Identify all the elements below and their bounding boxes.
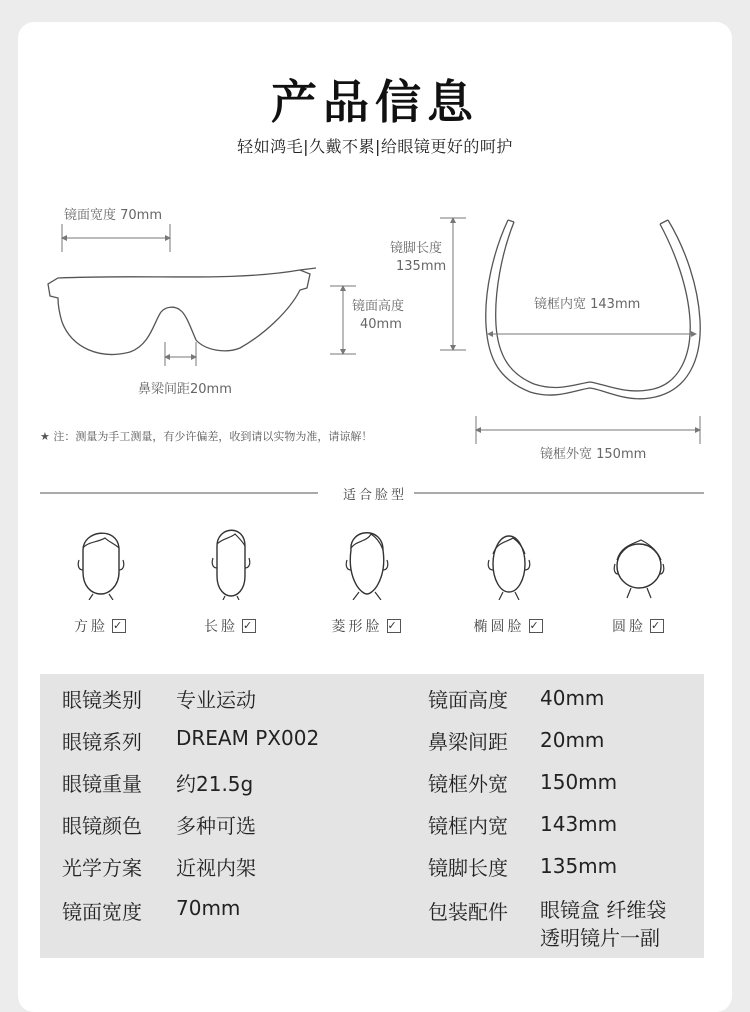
spec-key: 鼻梁间距 (428, 730, 508, 754)
checkbox-icon: ✓ (113, 619, 126, 632)
spec-value: 专业运动 (176, 688, 256, 712)
spec-key: 眼镜类别 (62, 688, 142, 712)
spec-value: 150mm (540, 770, 618, 794)
measurement-note: ★ 注：测量为手工测量，有少许偏差，收到请以实物为准，请谅解！ (40, 430, 373, 443)
spec-value: 约21.5g (176, 772, 254, 796)
spec-value: DREAM PX002 (176, 726, 320, 750)
section-divider (0, 0, 750, 500)
bridge-label: 鼻梁间距20mm (138, 382, 232, 397)
spec-value: 多种可选 (176, 814, 256, 838)
face-diamond (311, 520, 421, 636)
temple-label: 镜脚长度 (390, 241, 443, 256)
checkbox-icon: ✓ (387, 619, 400, 632)
spec-table (40, 674, 704, 958)
lens-height-label: 镜面高度 (352, 299, 405, 314)
spec-value: 135mm (540, 854, 618, 878)
spec-key: 镜面宽度 (62, 900, 142, 924)
spec-key: 镜框外宽 (428, 772, 508, 796)
face-square (45, 520, 155, 636)
spec-value: 143mm (540, 812, 618, 836)
checkbox-icon: ✓ (529, 619, 542, 632)
face-label: 方脸 (74, 619, 108, 635)
long-face-icon (195, 520, 265, 600)
face-section-title: 适合脸型 (342, 488, 407, 503)
spec-key: 眼镜重量 (62, 772, 142, 796)
lens-height-value: 40mm (360, 317, 402, 332)
spec-key: 眼镜系列 (62, 730, 142, 754)
spec-key: 眼镜颜色 (62, 814, 142, 838)
face-label: 圆脸 (612, 619, 646, 635)
face-long (175, 520, 285, 636)
face-oval (453, 520, 563, 636)
spec-value: 40mm (540, 686, 605, 710)
page-title: 产品信息 (271, 75, 479, 129)
spec-value: 70mm (176, 896, 241, 920)
square-face-icon (65, 520, 135, 600)
face-label: 椭圆脸 (473, 619, 525, 635)
face-round (583, 520, 693, 636)
spec-key: 光学方案 (62, 856, 142, 880)
diamond-face-icon (331, 520, 401, 600)
spec-key: 包装配件 (428, 900, 508, 924)
spec-key: 镜面高度 (428, 688, 508, 712)
face-label: 长脸 (204, 619, 238, 635)
spec-key: 镜框内宽 (428, 814, 508, 838)
spec-key: 镜脚长度 (428, 856, 508, 880)
temple-value: 135mm (396, 259, 447, 274)
outer-width-label: 镜框外宽 150mm (540, 447, 647, 462)
oval-face-icon (473, 520, 543, 600)
round-face-icon (603, 520, 673, 600)
spec-value: 近视内架 (176, 856, 256, 880)
face-label: 菱形脸 (331, 619, 383, 635)
inner-width-label: 镜框内宽 143mm (534, 297, 641, 312)
page-subtitle: 轻如鸿毛|久戴不累|给眼镜更好的呵护 (237, 137, 513, 156)
checkbox-icon: ✓ (243, 619, 256, 632)
spec-value-line2: 透明镜片一副 (540, 926, 660, 950)
checkbox-icon: ✓ (651, 619, 664, 632)
lens-width-label: 镜面宽度 70mm (64, 208, 163, 223)
spec-value: 眼镜盒 纤维袋 (540, 898, 667, 922)
spec-value: 20mm (540, 728, 605, 752)
